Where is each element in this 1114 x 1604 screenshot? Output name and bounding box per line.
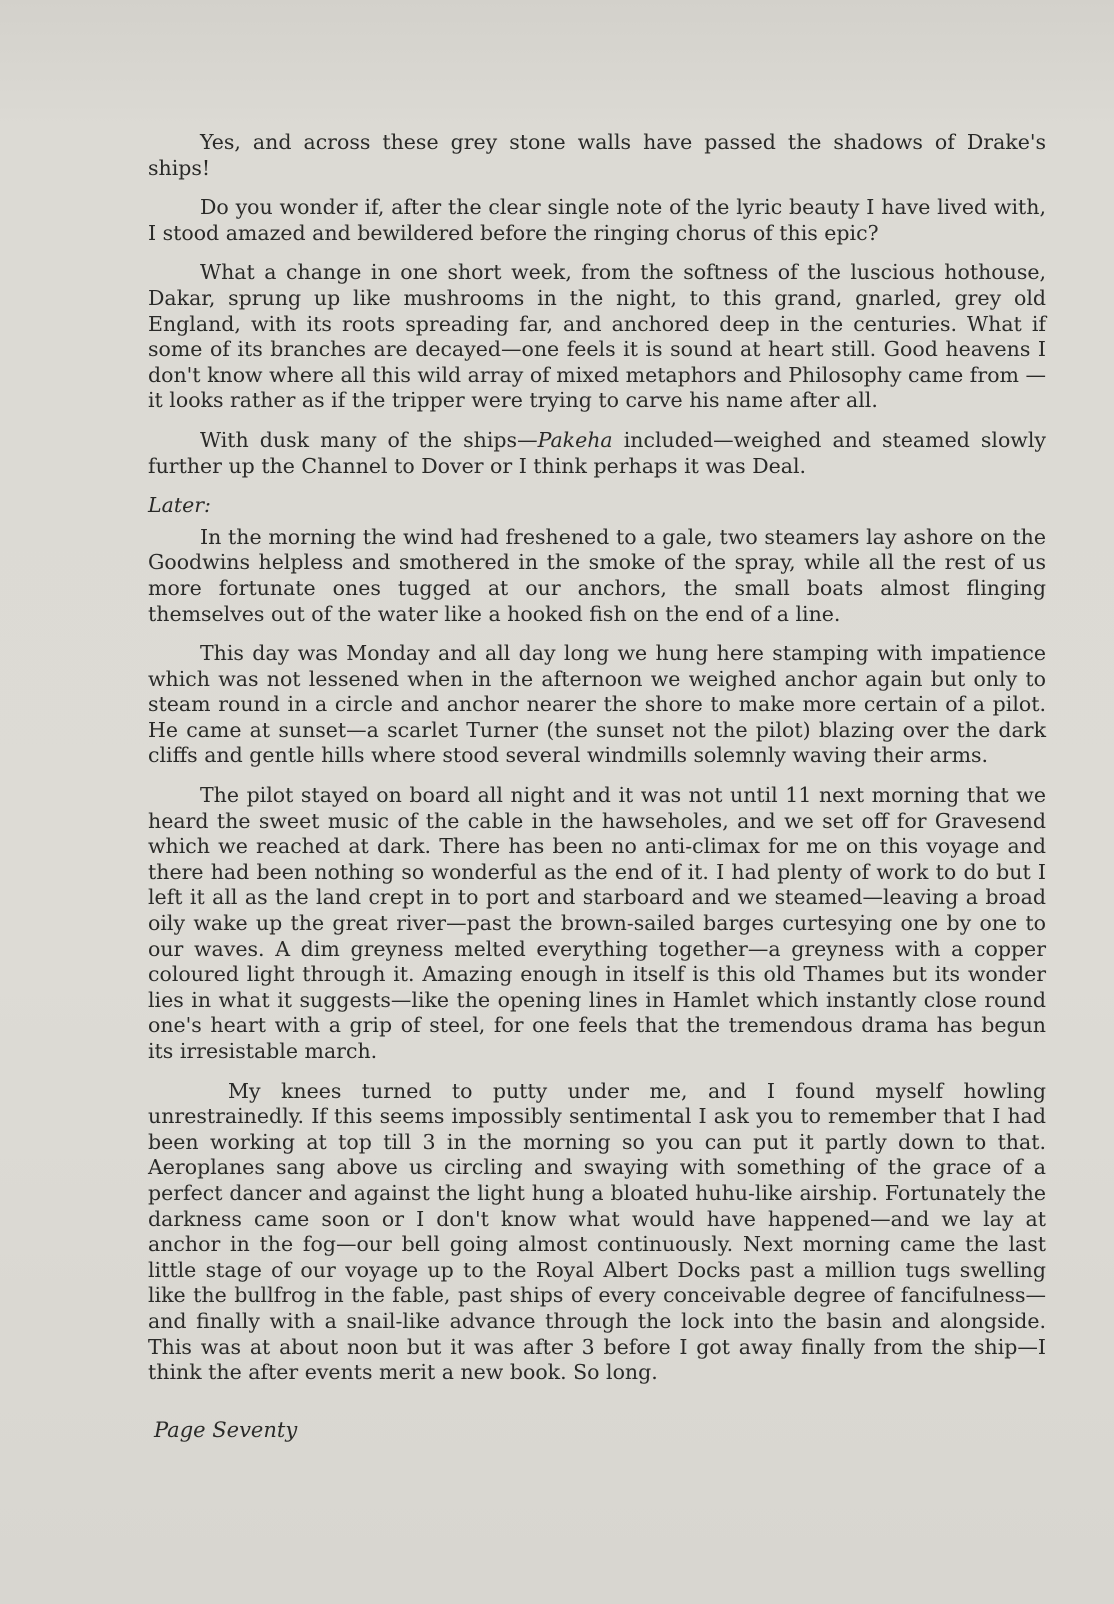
ship-name: Pakeha — [537, 427, 613, 452]
paragraph-gale: In the morning the wind had freshened to a gale, two steamers lay ashore on the Goodwins helpless and smothered in the smoke of the spray, while all the rest of us more fortunate ones tugged at our anchors, the small boats almost flinging themselves out of the water like a hooked fish on the end of a line. — [148, 524, 1046, 626]
paragraph-pilot: The pilot stayed on board all night and it was not until 11 next morning that we heard the sweet music of the cable in the hawseholes, and we set off for Gravesend which we reached at dark. There has been no anti-climax for me on this voyage and there had been nothing so wonderful as the end of it. I had plenty of work to do but I left it all as the land crept in to port and starboard and we steamed—leaving a broad oily wake up the great river—past the brown-sailed barges curtesying one by one to our waves. A dim greyness melted everything together—a greyness with a copper coloured light through it. Amazing enough in itself is this old Thames but its wonder lies in what it suggests—like the opening lines in Hamlet which instantly close round one's heart with a grip of steel, for one feels that the tremendous drama has begun its irresistable march. — [148, 783, 1046, 1063]
paragraph-knees: My knees turned to putty under me, and I found myself howling unrestrainedly. If this seems impossibly sentimental I ask you to remember that I had been working at top till 3 in the morning so you can put it partly down to that. Aeroplanes sang above us circling and swaying with something of the grace of a perfect dancer and against the light hung a bloated huhu-like airship. Fortunately the darkness came soon or I don't know what would have happened—and we lay at anchor in the fog—our bell going almost continuously. Next morning came the last little stage of our voyage up to the Royal Albert Docks past a million tugs swelling like the bullfrog in the fable, past ships of every conceivable degree of fancifulness—and finally with a snail-like advance through the lock into the basin and alongside. This was at about noon but it was after 3 before I got away finally from the ship—I think the after events merit a new book. So long. — [148, 1078, 1046, 1385]
paragraph-change: What a change in one short week, from the softness of the luscious hothouse, Dakar, sprung up like mushrooms in the night, to this grand, gnarled, grey old England, with its roots spreading far, and anchored deep in the centuries. What if some of its branches are decayed—one feels it is sound at heart still. Good heavens I don't know where all this wild array of mixed metaphors and Philosophy came from —it looks rather as if the tripper were trying to carve his name after all. — [148, 260, 1046, 413]
paragraph-monday: This day was Monday and all day long we hung here stamping with impatience which was not lessened when in the afternoon we weighed anchor again but only to steam round in a circle and anchor nearer the shore to make more certain of a pilot. He came at sunset—a scarlet Turner (the sunset not the pilot) blazing over the dark cliffs and gentle hills where stood several windmills solemnly waving their arms. — [148, 641, 1046, 768]
dusk-text-start: With dusk many of the ships— — [200, 427, 538, 452]
paragraph-wonder: Do you wonder if, after the clear single note of the lyric beauty I have lived with, I stood amazed and bewildered before the ringing chorus of this epic? — [148, 195, 1046, 245]
page-number: Page Seventy — [154, 1418, 298, 1442]
paragraph-drake: Yes, and across these grey stone walls have passed the shadows of Drake's ships! — [148, 130, 1046, 180]
later-heading: Later: — [148, 493, 211, 518]
paragraph-dusk — [148, 428, 1046, 479]
dusk-text-end: included—weighed and steamed slowly further up the Channel to Dover or I think perhaps it was Deal. — [148, 427, 1046, 478]
body-text — [148, 130, 1046, 1400]
